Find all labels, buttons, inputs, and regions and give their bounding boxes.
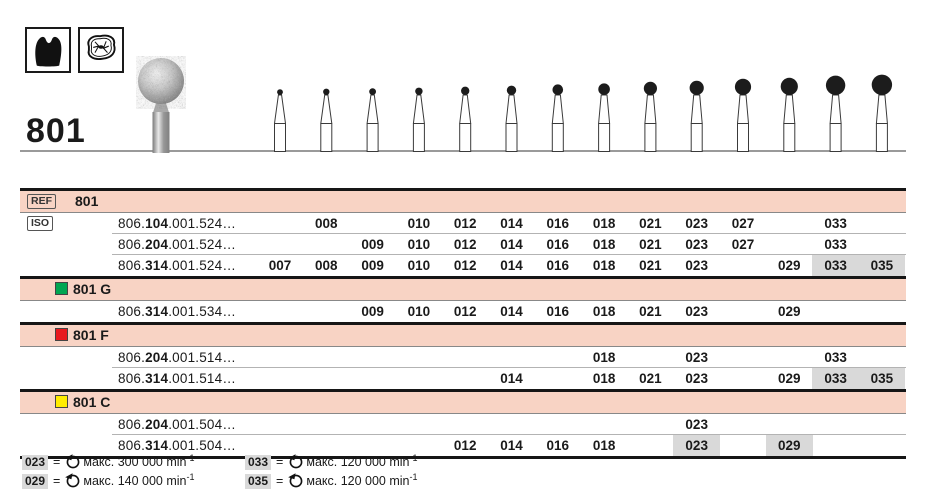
rotation-speed-icon — [64, 472, 80, 488]
superscript: -1 — [409, 453, 418, 463]
superscript: -1 — [409, 472, 418, 482]
rotation-speed-icon — [64, 453, 80, 469]
superscript: -1 — [186, 472, 195, 482]
legend-item-033 — [245, 453, 418, 470]
section-header-801c — [20, 389, 906, 414]
legend-speed-text: макс. 300 000 min — [83, 455, 187, 470]
size-cell: 018 — [592, 438, 616, 453]
size-cell: 008 — [315, 216, 338, 231]
size-cell: 027 — [731, 216, 755, 231]
iso-label: ISO — [27, 216, 53, 231]
size-cell: 008 — [315, 258, 338, 273]
legend-item-035 — [245, 472, 418, 489]
legend-size-chip: 023 — [22, 455, 48, 470]
grit-swatch-yellow — [55, 395, 68, 408]
size-cell: 023 — [673, 435, 720, 456]
product-number: 801 — [26, 112, 86, 150]
ref-label: REF — [27, 194, 56, 209]
size-cell: 012 — [453, 258, 477, 273]
size-cell: 010 — [407, 237, 431, 252]
superscript: -1 — [186, 453, 195, 463]
size-cell: 021 — [639, 216, 662, 231]
legend-item-029 — [22, 472, 195, 489]
size-cell: 021 — [639, 258, 662, 273]
iso-row-314-534 — [20, 301, 906, 322]
size-cell: 027 — [731, 237, 755, 252]
section-header-801g — [20, 276, 906, 301]
size-cell: 035 — [858, 368, 905, 389]
iso-row-204-504 — [20, 414, 906, 435]
grit-swatch-green — [55, 282, 68, 295]
size-cell: 023 — [685, 371, 708, 386]
iso-number: 806.204.001.514… — [118, 350, 237, 365]
size-cell: 021 — [639, 371, 662, 386]
bur-size-diagrams — [0, 0, 926, 160]
section-title: 801 G — [73, 281, 112, 297]
size-cell: 010 — [407, 216, 431, 231]
iso-row-204-514 — [20, 347, 906, 368]
size-cell: 012 — [453, 438, 477, 453]
size-cell: 009 — [361, 237, 384, 252]
size-cell: 018 — [592, 237, 616, 252]
size-cell: 033 — [824, 350, 847, 365]
legend-item-023 — [22, 453, 195, 470]
size-cell: 023 — [685, 350, 708, 365]
size-cell: 016 — [546, 304, 570, 319]
size-cell: 021 — [639, 304, 662, 319]
size-cell: 018 — [592, 350, 616, 365]
iso-number: 806.314.001.504… — [118, 438, 237, 453]
size-cell: 014 — [500, 438, 523, 453]
size-cell: 029 — [778, 258, 801, 273]
legend-size-chip: 029 — [22, 474, 48, 489]
grit-swatch-red — [55, 328, 68, 341]
iso-number: 806.204.001.504… — [118, 417, 237, 432]
iso-number: 806.204.001.524… — [118, 237, 237, 252]
iso-row-104-524 — [20, 213, 906, 234]
size-cell: 018 — [592, 216, 616, 231]
size-cell: 016 — [546, 258, 570, 273]
size-cell: 018 — [592, 304, 616, 319]
size-cell: 007 — [268, 258, 292, 273]
size-cell: 023 — [685, 304, 708, 319]
size-cell: 014 — [500, 237, 523, 252]
size-cell: 033 — [812, 368, 859, 389]
size-cell: 029 — [778, 371, 801, 386]
iso-row-204-524 — [20, 234, 906, 255]
rotation-speed-icon — [287, 472, 303, 488]
rotation-speed-icon — [287, 453, 303, 469]
iso-row-314-524 — [20, 255, 906, 276]
size-cell: 029 — [766, 435, 813, 456]
iso-number: 806.314.001.534… — [118, 304, 237, 319]
size-cell: 012 — [453, 304, 477, 319]
size-cell: 009 — [361, 304, 384, 319]
iso-number: 806.314.001.524… — [118, 258, 237, 273]
legend-speed-text: макс. 120 000 min — [306, 474, 410, 489]
size-cell: 012 — [453, 237, 477, 252]
section-title: 801 F — [73, 327, 109, 343]
size-cell: 010 — [407, 258, 431, 273]
size-cell: 033 — [812, 255, 859, 276]
size-cell: 023 — [685, 258, 708, 273]
iso-number: 806.314.001.514… — [118, 371, 237, 386]
size-cell: 016 — [546, 237, 570, 252]
legend-speed-text: макс. 140 000 min — [83, 474, 187, 489]
size-cell: 016 — [546, 438, 570, 453]
size-cell: 033 — [824, 216, 847, 231]
equals-sign: = — [53, 455, 61, 470]
size-cell: 029 — [778, 304, 801, 319]
size-cell: 033 — [824, 237, 847, 252]
legend-speed-text: макс. 120 000 min — [306, 455, 410, 470]
size-cell: 018 — [592, 371, 616, 386]
section-title: 801 C — [73, 394, 111, 410]
section-header-801f — [20, 322, 906, 347]
size-cell: 014 — [500, 304, 523, 319]
size-cell: 014 — [500, 371, 523, 386]
iso-row-314-514 — [20, 368, 906, 389]
size-cell: 009 — [361, 258, 384, 273]
size-cell: 012 — [453, 216, 477, 231]
equals-sign: = — [276, 455, 284, 470]
section-title: 801 — [75, 193, 99, 209]
legend-size-chip: 033 — [245, 455, 271, 470]
size-cell: 014 — [500, 258, 523, 273]
size-cell: 023 — [685, 237, 708, 252]
size-cell: 010 — [407, 304, 431, 319]
size-cell: 023 — [685, 216, 708, 231]
size-cell: 021 — [639, 237, 662, 252]
legend-size-chip: 035 — [245, 474, 271, 489]
equals-sign: = — [53, 474, 61, 489]
section-header-801 — [20, 191, 906, 213]
size-cell: 018 — [592, 258, 616, 273]
iso-number: 806.104.001.524… — [118, 216, 237, 231]
size-cell: 035 — [858, 255, 905, 276]
size-cell: 016 — [546, 216, 570, 231]
size-table — [20, 188, 906, 459]
size-cell: 023 — [685, 417, 708, 432]
equals-sign: = — [276, 474, 284, 489]
size-cell: 014 — [500, 216, 523, 231]
